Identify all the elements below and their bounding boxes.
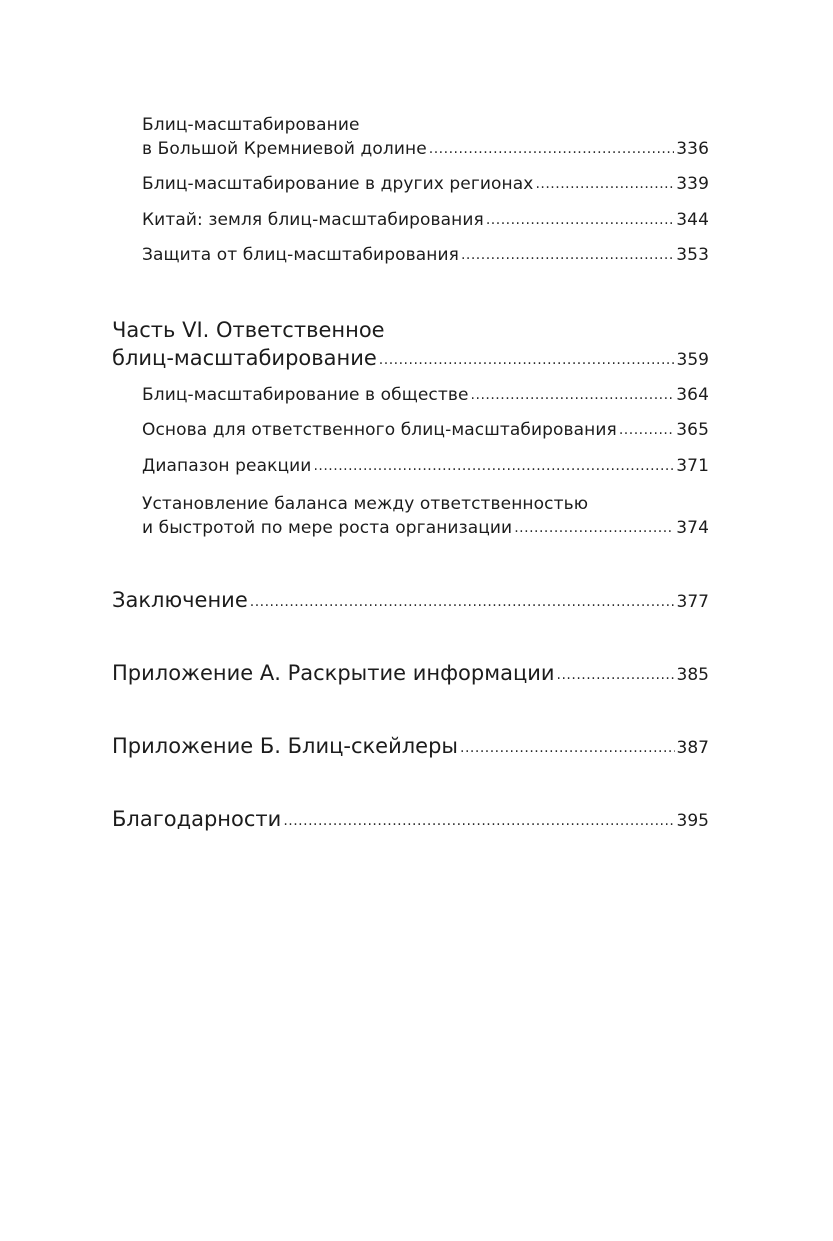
dot-leader bbox=[379, 353, 675, 370]
toc-entry-title: Блиц-масштабирование в обществе bbox=[142, 385, 469, 405]
toc-entry-chapter bbox=[112, 661, 709, 685]
dot-leader bbox=[461, 248, 674, 265]
toc-page-number: 387 bbox=[676, 738, 709, 758]
dot-leader bbox=[535, 177, 674, 194]
toc-entry bbox=[142, 491, 709, 538]
toc-entry-title-line: Блиц-масштабирование bbox=[142, 115, 360, 135]
toc-page-number: 385 bbox=[676, 665, 709, 685]
toc-entry-chapter bbox=[112, 807, 709, 831]
toc-page-number: 344 bbox=[676, 210, 709, 230]
toc-entry-title: Заключение bbox=[112, 588, 248, 612]
toc-page-number: 365 bbox=[676, 420, 709, 440]
toc-entry-title-line: блиц-масштабирование bbox=[112, 346, 377, 370]
toc-entry bbox=[142, 245, 709, 265]
toc-entry bbox=[142, 420, 709, 440]
dot-leader bbox=[313, 459, 674, 476]
toc-entry bbox=[142, 174, 709, 194]
toc-page-number: 336 bbox=[676, 139, 709, 159]
toc-entry-title: Благодарности bbox=[112, 807, 282, 831]
toc-page-number: 371 bbox=[676, 456, 709, 476]
dot-leader bbox=[283, 814, 674, 831]
toc-entry-title: Блиц-масштабирование в других регионах bbox=[142, 174, 534, 194]
toc-entry-title-line: Часть VI. Ответственное bbox=[112, 318, 385, 342]
toc-entry-title: Диапазон реакции bbox=[142, 456, 312, 476]
toc-page-number: 395 bbox=[676, 811, 709, 831]
toc-page-number: 364 bbox=[676, 385, 709, 405]
toc-entry-title-line: Установление баланса между ответственностью bbox=[142, 494, 589, 514]
toc-page-number: 359 bbox=[676, 350, 709, 370]
toc-entry-title: Китай: земля блиц-масштабирования bbox=[142, 210, 484, 230]
toc-page-number: 353 bbox=[676, 245, 709, 265]
toc-entry-part bbox=[112, 315, 709, 370]
toc-page-number: 374 bbox=[676, 518, 709, 538]
dot-leader bbox=[460, 741, 675, 758]
toc-entry-chapter bbox=[112, 588, 709, 612]
dot-leader bbox=[429, 142, 674, 159]
toc-entry-chapter bbox=[112, 734, 709, 758]
toc-page-number: 339 bbox=[676, 174, 709, 194]
dot-leader bbox=[471, 388, 675, 405]
toc-entry-title-line: и быстротой по мере роста организации bbox=[142, 518, 513, 538]
dot-leader bbox=[250, 595, 675, 612]
dot-leader bbox=[619, 423, 674, 440]
dot-leader bbox=[486, 213, 674, 230]
toc-entry-title: Основа для ответственного блиц-масштабирования bbox=[142, 420, 617, 440]
toc-entry bbox=[142, 385, 709, 405]
toc-page-number: 377 bbox=[676, 592, 709, 612]
toc-entry bbox=[142, 456, 709, 476]
toc-entry-title: Приложение А. Раскрытие информации bbox=[112, 661, 555, 685]
toc-entry-title: Защита от блиц-масштабирования bbox=[142, 245, 459, 265]
dot-leader bbox=[514, 521, 674, 538]
toc-entry bbox=[142, 112, 709, 159]
toc-entry-title-line: в Большой Кремниевой долине bbox=[142, 139, 427, 159]
toc-entry bbox=[142, 210, 709, 230]
toc-entry-title: Приложение Б. Блиц-скейлеры bbox=[112, 734, 459, 758]
dot-leader bbox=[557, 668, 675, 685]
